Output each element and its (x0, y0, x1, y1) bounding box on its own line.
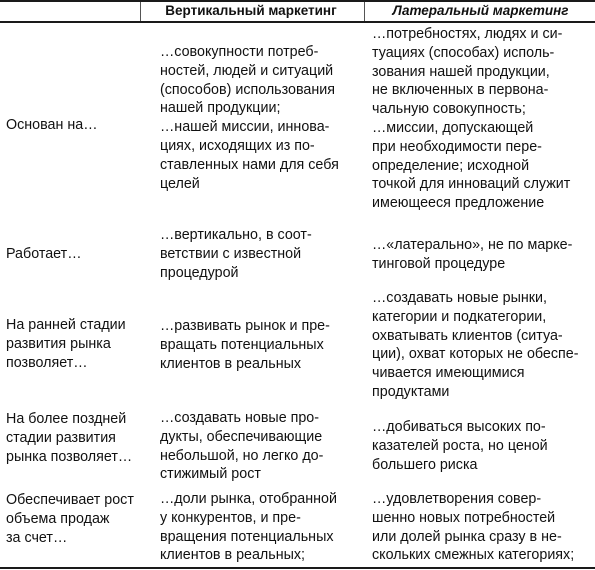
lateral-cell (372, 418, 594, 474)
cell-line: …развивать рынок и пре- (160, 318, 330, 334)
header-lateral-marketing: Латеральный маркетинг (392, 3, 569, 18)
cell-line: определение; исходной (372, 157, 530, 174)
row-label (6, 410, 136, 466)
row-label-line: На более поздней (6, 411, 127, 427)
cell-line: ностей, людей и ситуаций (160, 62, 334, 79)
cell-line: у конкурентов, и пре- (160, 509, 301, 526)
cell-line: шенно новых потребностей (372, 509, 556, 526)
cell-line: …создавать новые про- (160, 410, 320, 426)
cell-line: казателей роста, но ценой (372, 437, 548, 454)
cell-line: точкой для инноваций служит (372, 176, 571, 193)
lateral-cell (372, 236, 594, 274)
row-label-line: стадии развития (6, 429, 116, 446)
cell-line: …потребностях, людях и си- (372, 26, 563, 42)
row-label (6, 491, 136, 547)
row-label-line: Работает… (6, 246, 82, 262)
row-label-line: развития рынка (6, 335, 111, 352)
cell-line: целей (160, 175, 200, 192)
cell-line: нашей продукции; (160, 100, 281, 117)
column-divider-2 (364, 2, 365, 21)
row-label-line: Основан на… (6, 117, 98, 133)
cell-line: категории и подкатегории, (372, 308, 547, 325)
cell-line: …нашей миссии, иннова- (160, 119, 330, 136)
row-label (6, 245, 136, 264)
cell-line: вращения потенциальных (160, 528, 334, 545)
vertical-cell (160, 409, 360, 484)
cell-line: ветствии с известной (160, 245, 302, 262)
cell-line: …доли рынка, отобранной (160, 491, 337, 507)
cell-line: ставленных нами для себя (160, 156, 339, 173)
cell-line: туациях (способах) исполь- (372, 44, 555, 61)
cell-line: ции), охват которых не обеспе- (372, 346, 579, 363)
row-label-line: объема продаж (6, 510, 110, 527)
vertical-cell (160, 226, 360, 282)
row-label (6, 116, 136, 135)
cell-line: …удовлетворения совер- (372, 491, 542, 507)
lateral-cell (372, 289, 594, 402)
header-bottom-rule (0, 21, 595, 23)
lateral-cell (372, 25, 594, 213)
row-label-line: рынка позволяет… (6, 448, 133, 465)
cell-line: циях, исходящих из по- (160, 137, 315, 154)
row-label-line: позволяет… (6, 354, 88, 371)
cell-line: …«латерально», не по марке- (372, 237, 573, 253)
cell-line: чальную совокупность; (372, 101, 526, 118)
cell-line: скольких смежных категориях; (372, 547, 575, 564)
cell-line: …миссии, допускающей (372, 119, 534, 136)
cell-line: чивается имеющимися (372, 365, 525, 382)
cell-line: клиентов в реальных (160, 355, 302, 372)
row-label-line: за счет… (6, 529, 68, 546)
table-bottom-rule (0, 567, 595, 569)
cell-line: или долей рынка сразу в не- (372, 528, 562, 545)
vertical-cell (160, 490, 360, 565)
cell-line: вращать потенциальных (160, 336, 324, 353)
header-vertical-marketing: Вертикальный маркетинг (165, 3, 337, 18)
cell-line: …добиваться высоких по- (372, 419, 546, 435)
cell-line: охватывать клиентов (ситуа- (372, 327, 563, 344)
cell-line: не включенных в первона- (372, 82, 549, 99)
cell-line: (способов) использования (160, 81, 335, 98)
cell-line: небольшой, но легко до- (160, 447, 324, 464)
cell-line: имеющееся предложение (372, 195, 545, 212)
vertical-cell (160, 317, 360, 373)
row-label (6, 316, 136, 372)
cell-line: …вертикально, в соот- (160, 227, 312, 243)
cell-line: большего риска (372, 456, 478, 473)
cell-line: зования нашей продукции, (372, 63, 550, 80)
cell-line: при необходимости пере- (372, 138, 542, 155)
cell-line: стижимый рост (160, 466, 261, 483)
cell-line: …совокупности потреб- (160, 44, 319, 60)
cell-line: дукты, обеспечивающие (160, 428, 323, 445)
vertical-cell (160, 43, 360, 193)
lateral-cell (372, 490, 594, 565)
cell-line: клиентов в реальных; (160, 547, 306, 564)
cell-line: тинговой процедуре (372, 255, 506, 272)
cell-line: …создавать новые рынки, (372, 290, 547, 306)
cell-line: процедурой (160, 264, 239, 281)
cell-line: продуктами (372, 383, 450, 400)
row-label-line: На ранней стадии (6, 317, 126, 333)
row-label-line: Обеспечивает рост (6, 492, 134, 508)
